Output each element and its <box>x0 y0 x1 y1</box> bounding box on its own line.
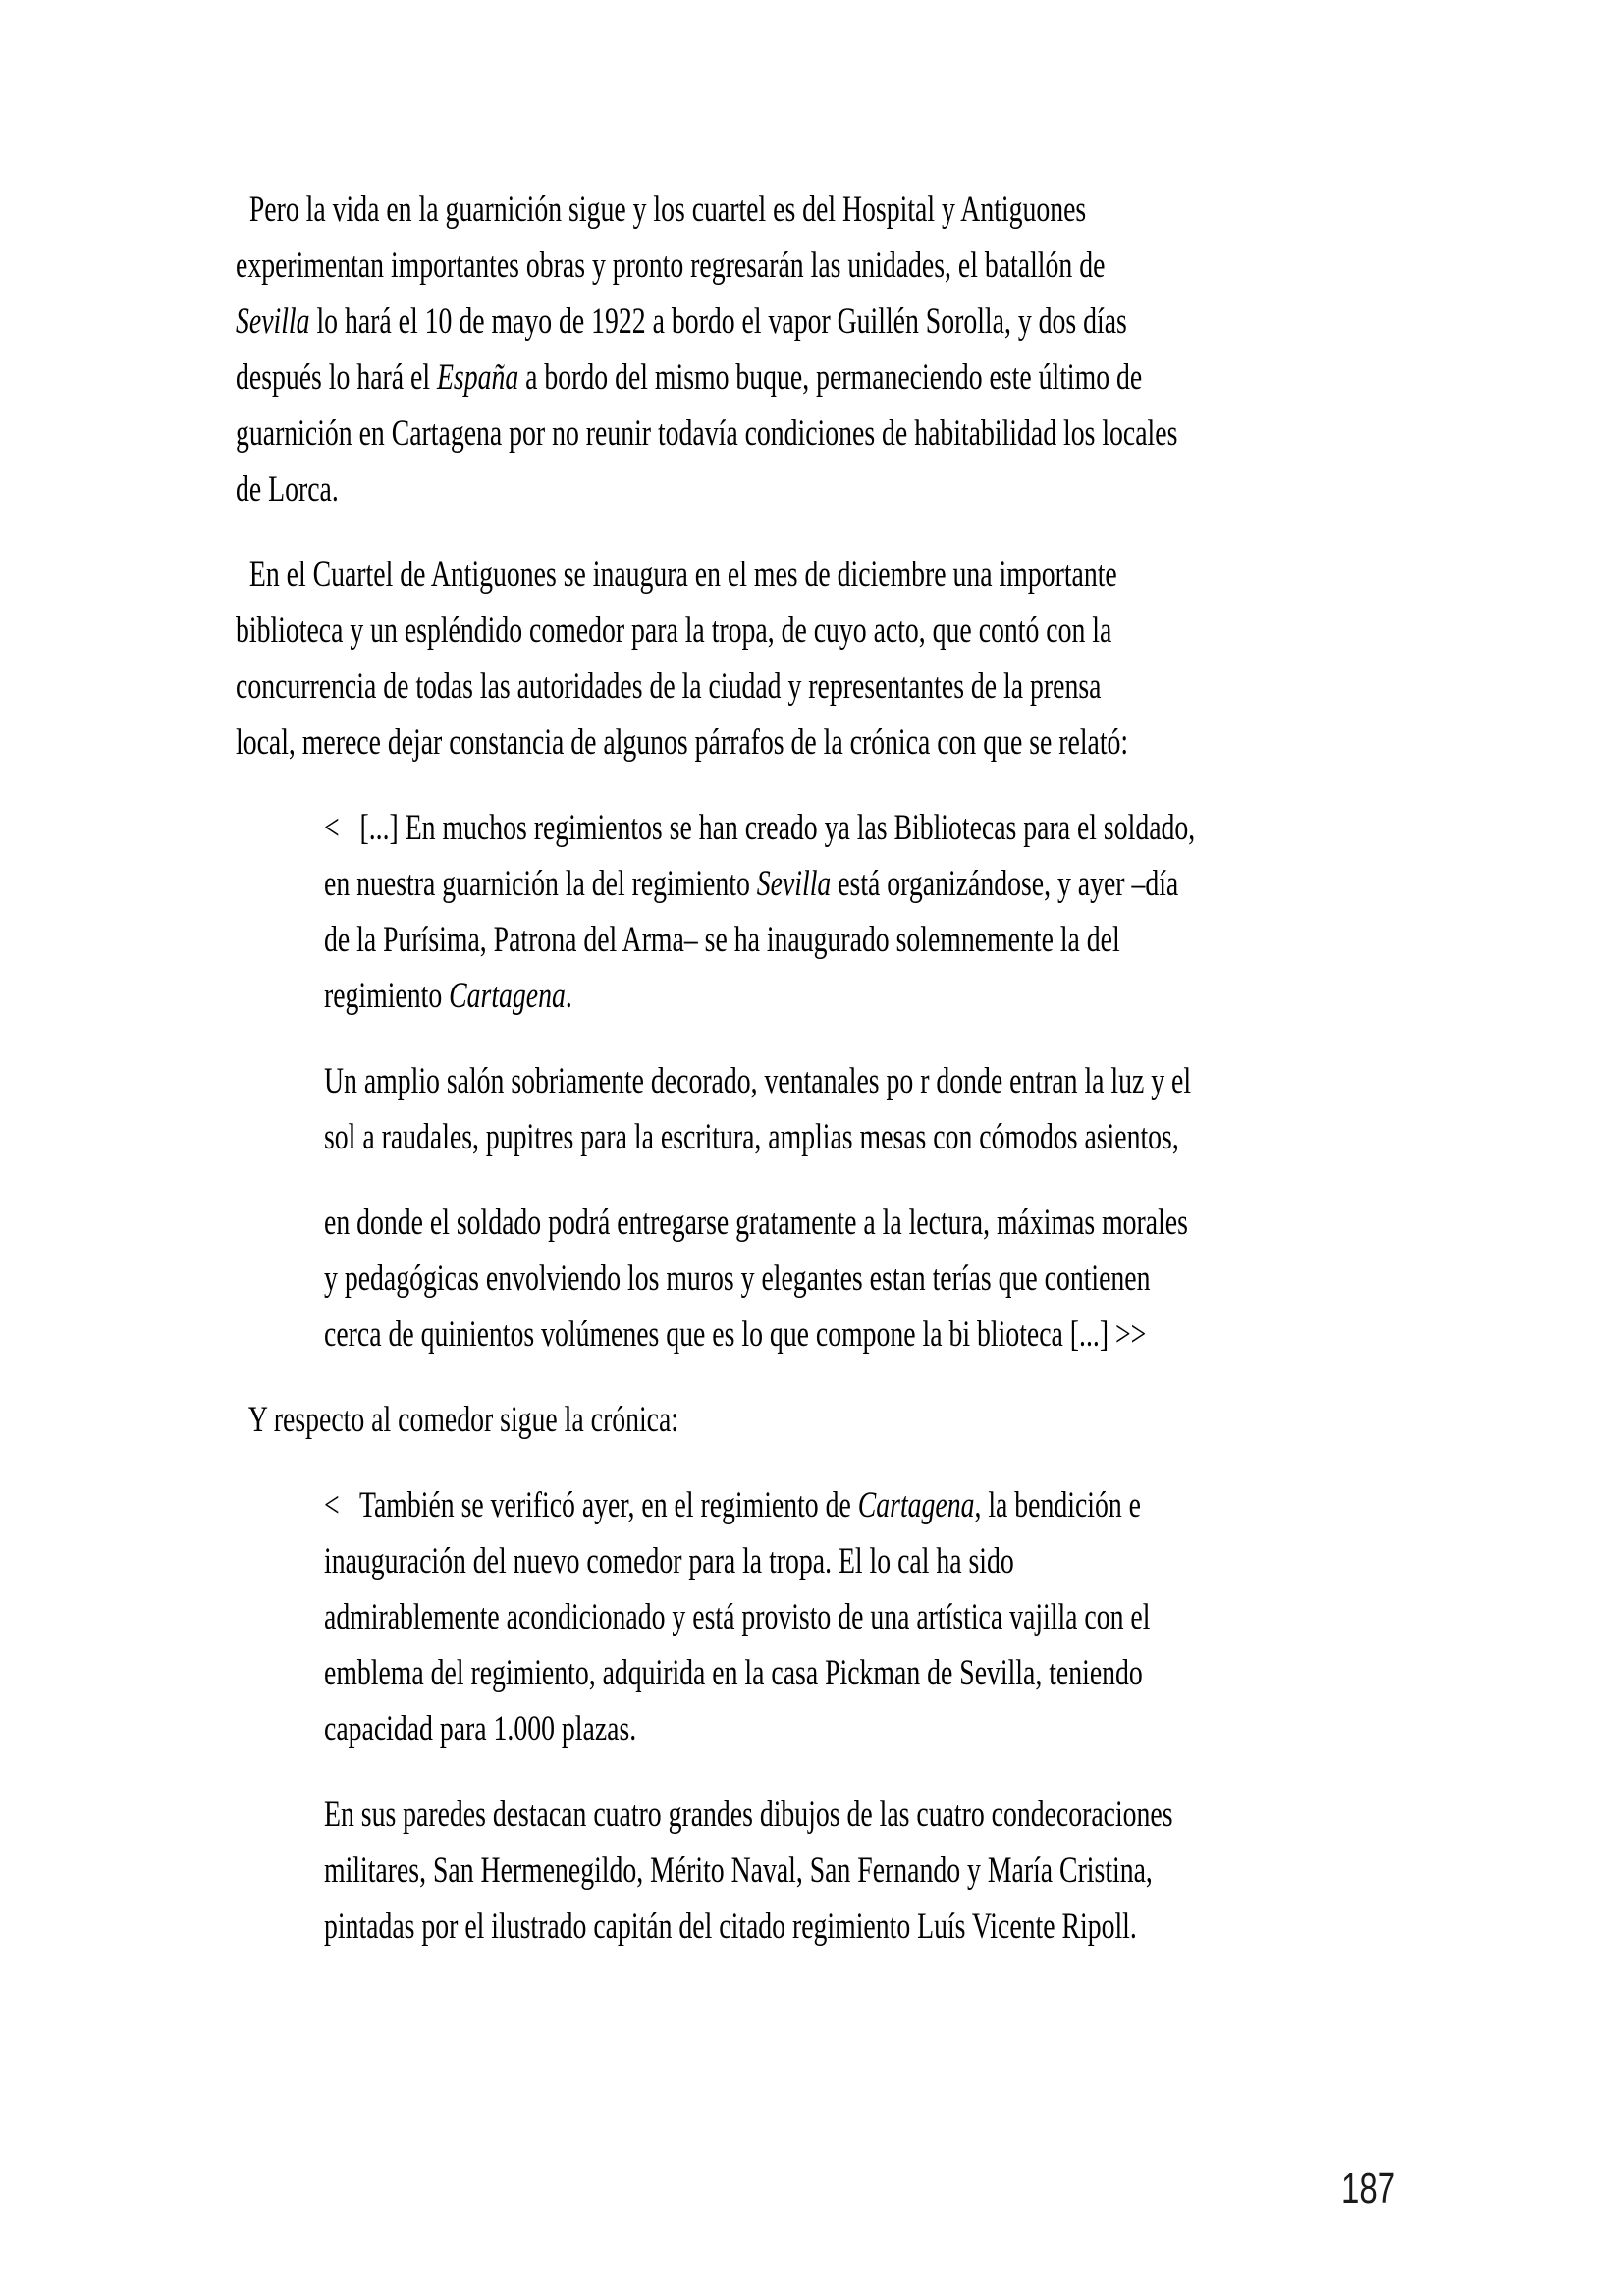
text: . <box>565 976 572 1016</box>
text: lo hará el 10 de mayo de 1922 a bordo el vapor Guillén Sorolla, y dos días <box>309 301 1127 342</box>
text: está organizándose, y ayer –día <box>831 864 1179 904</box>
text: emblema del regimiento, adquirida en la casa Pickman de Sevilla, teniendo <box>324 1653 1143 1693</box>
text: después lo hará el <box>236 357 437 398</box>
quote-5-line-3 <box>324 1898 1178 1954</box>
quote-1-line-3 <box>324 912 1178 968</box>
text: inauguración del nuevo comedor para la tropa. El lo cal ha sido <box>324 1541 1014 1581</box>
text: local, merece dejar constancia de algunos párrafos de la crónica con que se relató: <box>236 722 1129 763</box>
quote-3-line-3 <box>324 1307 1178 1362</box>
text: Pero la vida en la guarnición sigue y los cuartel es del Hospital y Antiguones <box>236 189 1087 230</box>
text: En sus paredes destacan cuatro grandes dibujos de las cuatro condecoraciones <box>324 1794 1173 1835</box>
quote-5 <box>324 1787 1463 1954</box>
paragraph-3-line-1 <box>236 1392 1157 1448</box>
text: concurrencia de todas las autoridades de la ciudad y representantes de la prensa <box>236 667 1102 707</box>
text: Y respecto al comedor sigue la crónica: <box>236 1400 679 1440</box>
text: capacidad para 1.000 plazas. <box>324 1709 637 1749</box>
quote-1-line-4 <box>324 968 1178 1024</box>
quote-5-line-1 <box>324 1787 1178 1842</box>
quote-1 <box>324 800 1463 1024</box>
text: experimentan importantes obras y pronto regresarán las unidades, el batallón de <box>236 245 1106 286</box>
quote-2-line-1 <box>324 1053 1192 1109</box>
paragraph-1-line-6 <box>236 461 1157 517</box>
text: , la bendición e <box>974 1485 1141 1525</box>
italic-text: Sevilla <box>236 301 310 342</box>
paragraph-1-line-2 <box>236 238 1157 294</box>
paragraph-1-line-3 <box>236 294 1157 349</box>
text: Un amplio salón sobriamente decorado, ventanales po r donde entran la luz y el <box>324 1061 1192 1101</box>
paragraph-1-line-4 <box>236 349 1157 405</box>
text: < También se verificó ayer, en el regimiento de <box>324 1485 858 1525</box>
text: regimiento <box>324 976 450 1016</box>
text: < [...] En muchos regimientos se han creado ya las Bibliotecas para el soldado, <box>324 808 1196 848</box>
text: y pedagógicas envolviendo los muros y elegantes estan terías que contienen <box>324 1258 1151 1299</box>
text: biblioteca y un espléndido comedor para la tropa, de cuyo acto, que contó con la <box>236 611 1112 651</box>
quote-2-line-2 <box>324 1109 1178 1165</box>
italic-text: España <box>436 357 519 398</box>
paragraph-2-line-1 <box>236 547 1157 603</box>
quote-3 <box>324 1195 1463 1362</box>
text: a bordo del mismo buque, permaneciendo este último de <box>518 357 1143 398</box>
paragraph-3 <box>236 1392 1463 1448</box>
paragraph-1-line-5 <box>236 405 1178 461</box>
text: guarnición en Cartagena por no reunir todavía condiciones de habitabilidad los locales <box>236 413 1178 454</box>
text: en nuestra guarnición la del regimiento <box>324 864 757 904</box>
paragraph-1-line-1 <box>236 182 1157 238</box>
paragraph-2-line-4 <box>236 715 1157 771</box>
quote-3-line-2 <box>324 1251 1178 1307</box>
italic-text: Cartagena <box>857 1485 975 1525</box>
text: de la Purísima, Patrona del Arma– se ha inaugurado solemnemente la del <box>324 920 1120 960</box>
quote-2 <box>324 1053 1463 1165</box>
quote-4-line-4 <box>324 1645 1178 1701</box>
document-content <box>236 182 1463 1984</box>
text: en donde el soldado podrá entregarse gratamente a la lectura, máximas morales <box>324 1202 1188 1243</box>
quote-5-line-2 <box>324 1842 1178 1898</box>
italic-text: Sevilla <box>756 864 832 904</box>
text: de Lorca. <box>236 469 339 509</box>
text: militares, San Hermenegildo, Mérito Naval, San Fernando y María Cristina, <box>324 1850 1153 1891</box>
paragraph-1 <box>236 182 1463 517</box>
text: En el Cuartel de Antiguones se inaugura en el mes de diciembre una importante <box>236 555 1117 595</box>
text: sol a raudales, pupitres para la escritura, amplias mesas con cómodos asientos, <box>324 1117 1179 1157</box>
quote-4 <box>324 1477 1463 1757</box>
quote-4-line-2 <box>324 1533 1178 1589</box>
quote-4-line-3 <box>324 1589 1178 1645</box>
quote-3-line-1 <box>324 1195 1188 1251</box>
quote-1-line-1 <box>324 800 1196 856</box>
page-number: 187 <box>1341 2164 1396 2213</box>
quote-1-line-2 <box>324 856 1178 912</box>
text: cerca de quinientos volúmenes que es lo que compone la bi blioteca [...] >> <box>324 1314 1147 1355</box>
quote-4-line-1 <box>324 1477 1178 1533</box>
paragraph-2-line-2 <box>236 603 1157 659</box>
quote-4-line-5 <box>324 1701 1178 1757</box>
text: pintadas por el ilustrado capitán del citado regimiento Luís Vicente Ripoll. <box>324 1906 1137 1947</box>
text: admirablemente acondicionado y está provisto de una artística vajilla con el <box>324 1597 1151 1637</box>
italic-text: Cartagena <box>449 976 566 1016</box>
paragraph-2 <box>236 547 1463 771</box>
paragraph-2-line-3 <box>236 659 1157 715</box>
